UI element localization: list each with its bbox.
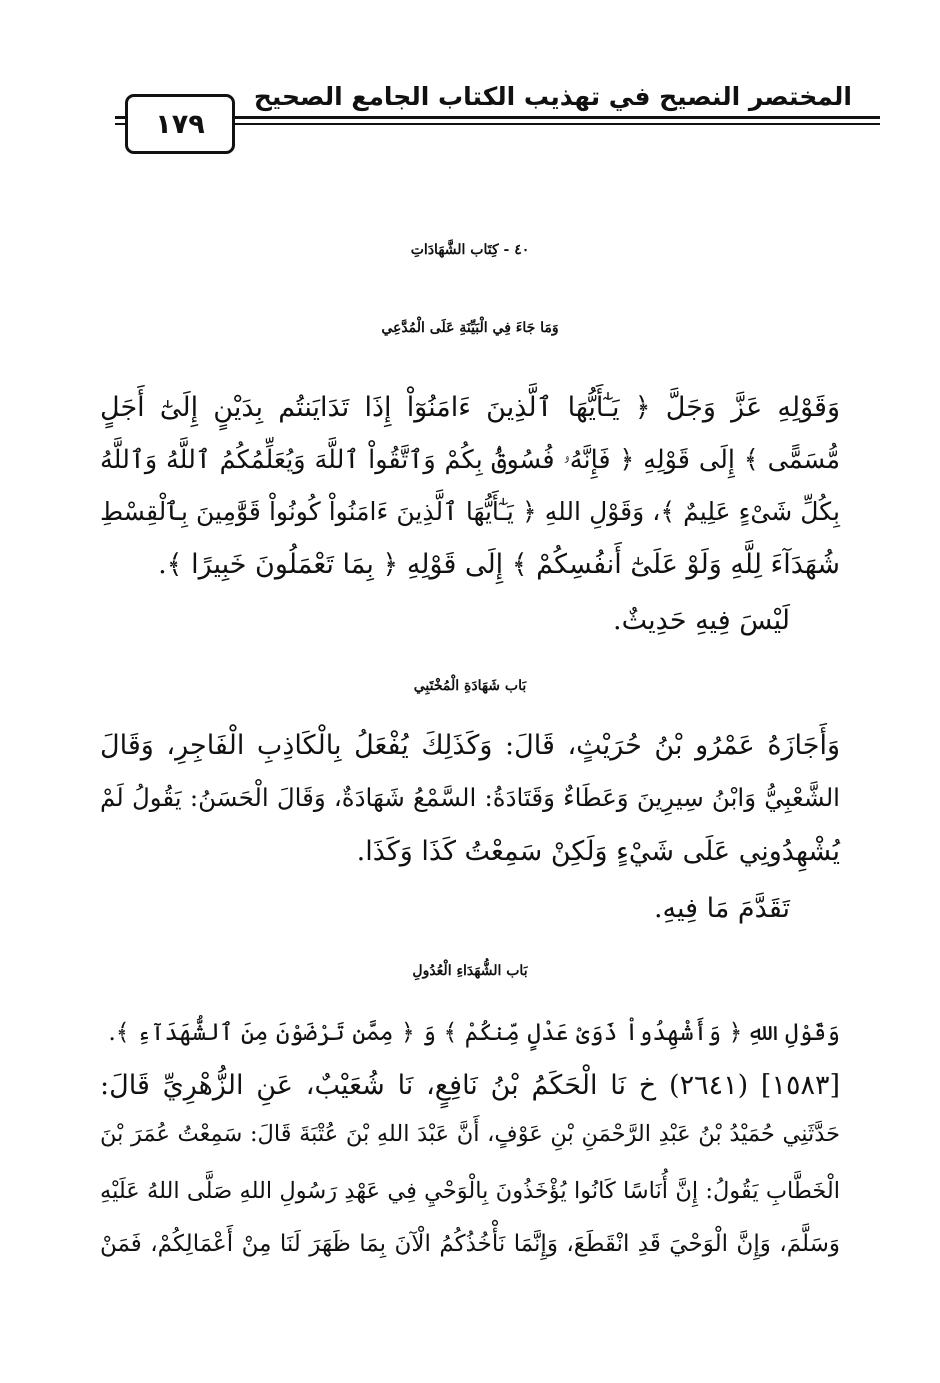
page-number-box <box>125 94 235 154</box>
chapter-heading-2: بَاب شَهَادَةِ الْمُخْتَبِي <box>413 678 527 694</box>
page-number: ١٧٩ <box>155 108 205 140</box>
paragraph-2-note: تَقَدَّمَ مَا فِيهِ. <box>653 893 790 924</box>
paragraph-1-line-2: مُّسَمًّى ﴾ إِلَى قَوْلِهِ ﴿ فَإِنَّهُۥ فُسُوقُۢ بِكُمْ وَٱتَّقُواْ ٱللَّهَ وَيُعَلِّمُكُمُ ٱللَّهُ وَٱللَّهُ <box>100 445 840 475</box>
chapter-heading-1: وَمَا جَاءَ فِي الْبَيِّنَةِ عَلَى الْمُدَّعِي <box>381 320 559 336</box>
paragraph-3-line-4: الْخَطَّابِ يَقُولُ: إِنَّ أُنَاسًا كَانُوا يُؤْخَذُونَ بِالْوَحْيِ فِي عَهْدِ رَسُولِ اللهِ صَلَّى اللهُ عَلَيْهِ <box>100 1178 840 1204</box>
paragraph-3-line-2: [١٥٨٣] (٢٦٤١) خ نَا الْحَكَمُ بْنُ نَافِعٍ، نَا شُعَيْبٌ، عَنِ الزُّهْرِيِّ قَالَ: <box>100 1070 840 1101</box>
chapter-heading-3: بَاب الشُّهَدَاءِ الْعُدُولِ <box>412 963 528 979</box>
paragraph-1-line-1: وَقَوْلِهِ عَزَّ وَجَلَّ ﴿ يَـٰٓأَيُّهَا ٱلَّذِينَ ءَامَنُوٓاْ إِذَا تَدَايَنتُم بِدَيْنٍ إِلَىٰٓ أَجَلٍ <box>100 392 840 423</box>
book-heading: ٤٠ - كِتَاب الشَّهَادَاتِ <box>410 242 530 258</box>
paragraph-1-line-3: بِكُلِّ شَىْءٍ عَلِيمٌ ﴾، وَقَوْلِ اللهِ ﴿ يَـٰٓأَيُّهَا ٱلَّذِينَ ءَامَنُواْ كُونُواْ قَوَّٰمِينَ بِٱلْقِسْطِ <box>100 497 840 526</box>
paragraph-2-line-2: الشَّعْبِيُّ وَابْنُ سِيرِينَ وَعَطَاءٌ وَقَتَادَةُ: السَّمْعُ شَهَادَةٌ، وَقَالَ الْحَسَنُ: يَقُولُ لَمْ <box>100 783 840 812</box>
paragraph-3-line-1: وَقَوْلِ اللهِ ﴿ وَأَشْهِدُواْ ذَوَىْ عَدْلٍ مِّنكُمْ ﴾ وَ ﴿ مِمَّن تَرْضَوْنَ مِنَ ٱلشُّهَدَآءِ ﴾. <box>108 1018 840 1046</box>
paragraph-3-line-3: حَدَّثَنِي حُمَيْدُ بْنُ عَبْدِ الرَّحْمَنِ بْنِ عَوْفٍ، أَنَّ عَبْدَ اللهِ بْنَ عُتْبَةَ قَالَ: سَمِعْتُ عُمَرَ بْنَ <box>100 1121 840 1147</box>
running-header-title: المختصر النصيح في تهذيب الكتاب الجامع الصحيح <box>253 82 852 111</box>
paragraph-2-line-1: وَأَجَازَهُ عَمْرُو بْنُ حُرَيْثٍ، قَالَ: وَكَذَلِكَ يُفْعَلُ بِالْكَاذِبِ الْفَاجِرِ، وَقَالَ <box>100 730 840 761</box>
paragraph-1-note: لَيْسَ فِيهِ حَدِيثٌ. <box>613 605 790 636</box>
paragraph-2-line-3: يُشْهِدُونِي عَلَى شَيْءٍ وَلَكِنْ سَمِعْتُ كَذَا وَكَذَا. <box>356 836 840 867</box>
paragraph-3-line-5: وَسَلَّمَ، وَإِنَّ الْوَحْيَ قَدِ انْقَطَعَ، وَإِنَّمَا نَأْخُذُكُمُ الْآنَ بِمَا ظَهَرَ لَنَا مِنْ أَعْمَالِكُمْ، فَمَنْ <box>100 1231 840 1257</box>
paragraph-1-line-4: شُهَدَآءَ لِلَّهِ وَلَوْ عَلَىٰٓ أَنفُسِكُمْ ﴾ إِلَى قَوْلِهِ ﴿ بِمَا تَعْمَلُونَ خَبِيرًا ﴾. <box>158 549 840 580</box>
